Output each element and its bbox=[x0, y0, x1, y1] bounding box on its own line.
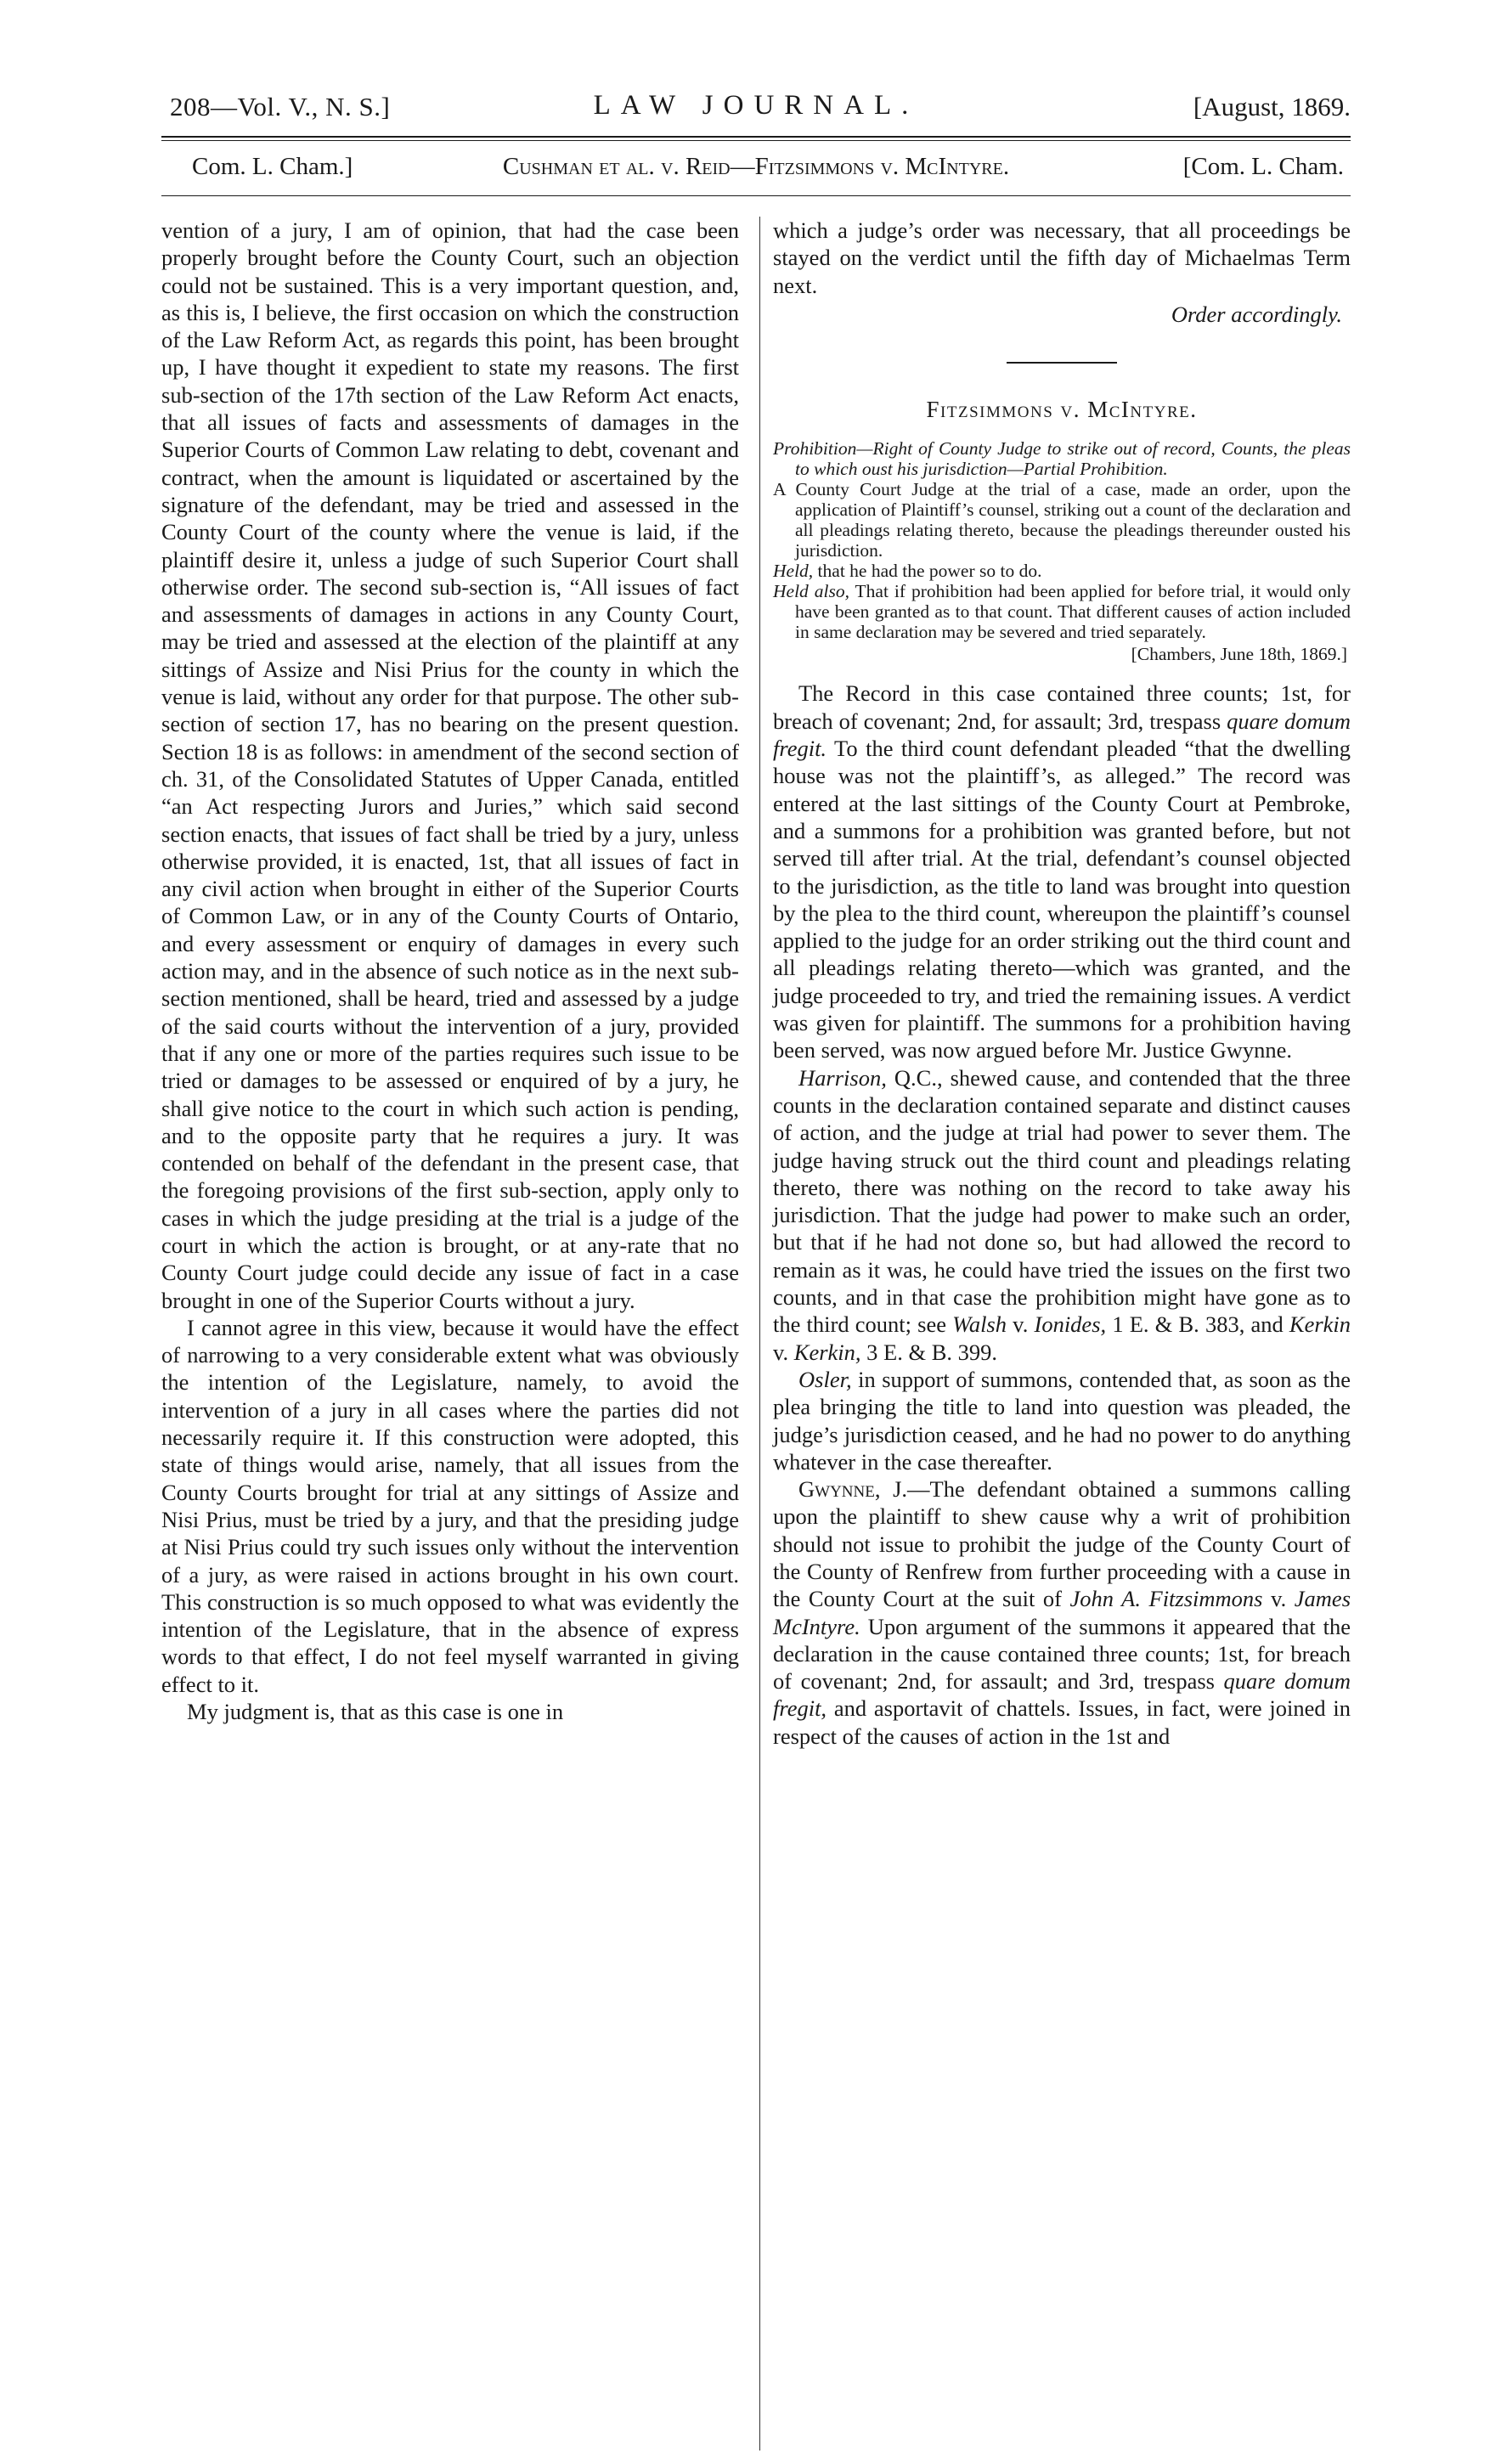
column-divider bbox=[759, 217, 760, 2451]
left-paragraph-2: I cannot agree in this view, because it would have the effect of narrowing to a very considerable extent what was obviously the intention of the Legislature, namely, to avoid the intervention of a jury in all cases where the parties did not necessarily require it. If this construction were adopted, this state of things would arise, namely, that all issues from the County Courts brought for trial at any sittings of Assize and Nisi Prius, must be tried by a jury, and that the presiding judge at Nisi Prius could try such issues only without the intervention of a jury, as were raised in actions brought in his own court. This construction is so much opposed to what was evidently the intention of the Legislature, that in the absence of express words to that effect, I do not feel myself warranted in giving effect to it. bbox=[161, 1314, 739, 1697]
cite-v-1: v. bbox=[1013, 1311, 1029, 1338]
header-double-rule bbox=[161, 136, 1351, 141]
osler-text: in support of summons, contended that, as soon as the plea bringing the title to land into question was pleaded, the judge’s jurisdiction ceased, and he had no power to do anything whatever in the case thereafter. bbox=[773, 1366, 1351, 1475]
headnote-date: [Chambers, June 18th, 1869.] bbox=[1131, 644, 1347, 665]
cite-v-2: v. bbox=[773, 1339, 789, 1365]
order-signoff: Order accordingly. bbox=[1171, 301, 1342, 327]
cite-ref-2: 3 E. & B. 399. bbox=[866, 1339, 998, 1365]
headnote-held bbox=[773, 561, 1351, 581]
held-text: that he had the power so to do. bbox=[817, 561, 1042, 582]
journal-title: LAW JOURNAL. bbox=[593, 90, 919, 121]
harrison-text: Q.C., shewed cause, and contended that the three counts in the declaration contained separate and distinct causes of action, and the judge at trial had power to sever them. The judge having struck out the third count and pleadings relating thereto, there was nothing on the record to take away his jurisdiction. That the judge had power to make such an order, but that if he had not done so, but had allowed the record to remain as it was, he could have tried the issues on the first two counts, and in that case the prohibition might have gone as to the third count; see bbox=[773, 1064, 1351, 1338]
record-text-b: To the third count defendant pleaded “that the dwelling house was not the plaintiff’s, as alleged.” The record was entered at the last sittings of the County Court at Pembroke, and a summons for a prohibition was granted before, but not served till after trial. At the trial, defendant’s counsel objected to the jurisdiction, as the title to land was brought into question by the plea to the third count, whereupon the plaintiff’s counsel applied to the judge for an order striking out the third count and all pleadings relating thereto—which was granted, and the judge proceeded to try, and tried the remaining issues. A verdict was given for plaintiff. The summons for a prohibition having been served, was now argued before Mr. Justice Gwynne. bbox=[773, 736, 1351, 1063]
case-header bbox=[161, 148, 1351, 192]
headnote bbox=[773, 438, 1351, 664]
court-right: [Com. L. Cham. bbox=[1182, 153, 1344, 180]
journal-page bbox=[161, 87, 1351, 2459]
issue-date: [August, 1869. bbox=[1193, 92, 1351, 121]
record-latin: quare domum fregit. bbox=[773, 708, 1351, 762]
gwynne-paragraph bbox=[773, 1475, 1351, 1750]
osler-paragraph bbox=[773, 1366, 1351, 1475]
headnote-facts: A County Court Judge at the trial of a case, made an order, upon the application of Plaintiff’s counsel, striking out a count of the declaration and all pleadings relating thereto, because the pleadings thereunder ousted his jurisdiction. bbox=[773, 479, 1351, 561]
page-reference: 208—Vol. V., N. S.] bbox=[170, 92, 391, 121]
cite-ref-1: 1 E. & B. 383, and bbox=[1112, 1311, 1284, 1338]
gwynne-text-c: and asportavit of chattels. Issues, in fact, were joined in respect of the causes of action in the 1st and bbox=[773, 1695, 1351, 1749]
party-plaintiff: John A. Fitzsimmons bbox=[1069, 1586, 1263, 1612]
cite-ionides: Ionides, bbox=[1034, 1311, 1107, 1338]
held-also-label: Held also, bbox=[773, 581, 849, 602]
right-paragraph-1: which a judge’s order was necessary, that all proceedings be stayed on the verdict until the fifth day of Michaelmas Term next. bbox=[773, 217, 1351, 298]
gwynne-text-b: Upon argument of the summons it appeared that the declaration in the cause contained three counts; 1st, for breach of covenant; 2nd, for assault; and 3rd, trespass bbox=[773, 1613, 1351, 1695]
record-text-a: The Record in this case contained three counts; 1st, for breach of covenant; 2nd, for assault; 3rd, trespass bbox=[773, 680, 1351, 734]
held-also-text: That if prohibition had been applied for before trial, it would only have been granted as to that count. That different causes of action included in same declaration may be severed and tried separately. bbox=[795, 581, 1351, 643]
cite-kerkin-a: Kerkin bbox=[1289, 1311, 1351, 1338]
text-columns bbox=[161, 217, 1351, 2459]
header-rule bbox=[161, 195, 1351, 196]
party-v: v. bbox=[1271, 1586, 1287, 1612]
right-column bbox=[773, 217, 1351, 2459]
gwynne-text-a: —The defendant obtained a summons calling upon the plaintiff to shew cause why a writ of prohibition should not issue to prohibit the judge of the County Court of the County of Renfrew from further proceeding with a cause in the County Court at the suit of bbox=[773, 1476, 1351, 1612]
judgment-body bbox=[773, 680, 1351, 1750]
running-head bbox=[161, 87, 1351, 129]
left-paragraph-3: My judgment is, that as this case is one in bbox=[187, 1699, 564, 1725]
record-paragraph bbox=[773, 680, 1351, 1063]
counsel-osler: Osler, bbox=[798, 1366, 852, 1392]
court-left: Com. L. Cham.] bbox=[192, 153, 353, 180]
gwynne-latin: quare domum fregit, bbox=[773, 1668, 1351, 1722]
left-paragraph-1: vention of a jury, I am of opinion, that had the case been properly brought before the County Court, such an objection could not be sustained. This is a very important question, and, as this is, I believe, the first occasion on which the construction of the Law Reform Act, as regards this point, has been brought up, I have thought it expedient to state my reasons. The first sub-section of the 17th section of the Law Reform Act enacts, that all issues of facts and assessments of damages in the Superior Courts of Common Law relating to debt, covenant and contract, when the amount is liquidated or ascertained by the signature of the defendant, may be tried and assessed in the County Court of the county where the venue is laid, if the plaintiff desire it, unless a judge of such Superior Court shall otherwise order. The second sub-section is, “All issues of fact and assessments of damages in actions in any County Court, may be tried and assessed at the election of the plaintiff at any sittings of Assize and Nisi Prius for the county in which the venue is laid, without any order for that purpose. The other sub-section of section 17, has no bearing on the present question. Section 18 is as follows: in amendment of the second section of ch. 31, of the Consolidated Statutes of Upper Canada, entitled “an Act respecting Jurors and Juries,” which said second section enacts, that issues of fact shall be tried by a jury, unless otherwise provided, it is enacted, 1st, that all issues of fact in any civil action when brought in either of the Superior Courts of Common Law, or in any of the County Courts of Ontario, and every assessment or enquiry of damages in every such action may, and in the absence of such notice as in the next sub-section mentioned, shall be heard, tried and assessed by a judge of the said courts without the intervention of a jury, provided that if any one or more of the parties requires such issue to be tried or damages to be assessed or enquired of by a jury, he shall give notice to the court in which such action is pending, and to the opposite party that he requires a jury. It was contended on behalf of the defendant in the present case, that the foregoing provisions of the first sub-section, apply only to cases in which the judge presiding at the trial is a judge of the court in which the action is brought, or at any-rate that no County Court judge could decide any issue of fact in a case brought in one of the Superior Courts without a jury. bbox=[161, 217, 739, 1313]
counsel-harrison: Harrison, bbox=[798, 1064, 887, 1091]
party-defendant: James McIntyre. bbox=[773, 1586, 1351, 1639]
left-column bbox=[161, 217, 739, 2459]
held-label: Held, bbox=[773, 561, 814, 582]
case-names: Cushman et al. v. Reid—Fitzsimmons v. McIntyre. bbox=[502, 153, 1010, 180]
judge-gwynne: Gwynne, J. bbox=[798, 1476, 908, 1503]
headnote-catchwords: Prohibition—Right of County Judge to strike out of record, Counts, the pleas to which oust his jurisdiction—Partial Prohibition. bbox=[773, 438, 1351, 480]
cite-kerkin-b: Kerkin, bbox=[793, 1339, 861, 1365]
cite-walsh: Walsh bbox=[952, 1311, 1007, 1338]
harrison-paragraph bbox=[773, 1064, 1351, 1366]
case-title: Fitzsimmons v. McIntyre. bbox=[926, 397, 1198, 423]
section-rule bbox=[1007, 362, 1117, 364]
headnote-held-also bbox=[773, 581, 1351, 642]
